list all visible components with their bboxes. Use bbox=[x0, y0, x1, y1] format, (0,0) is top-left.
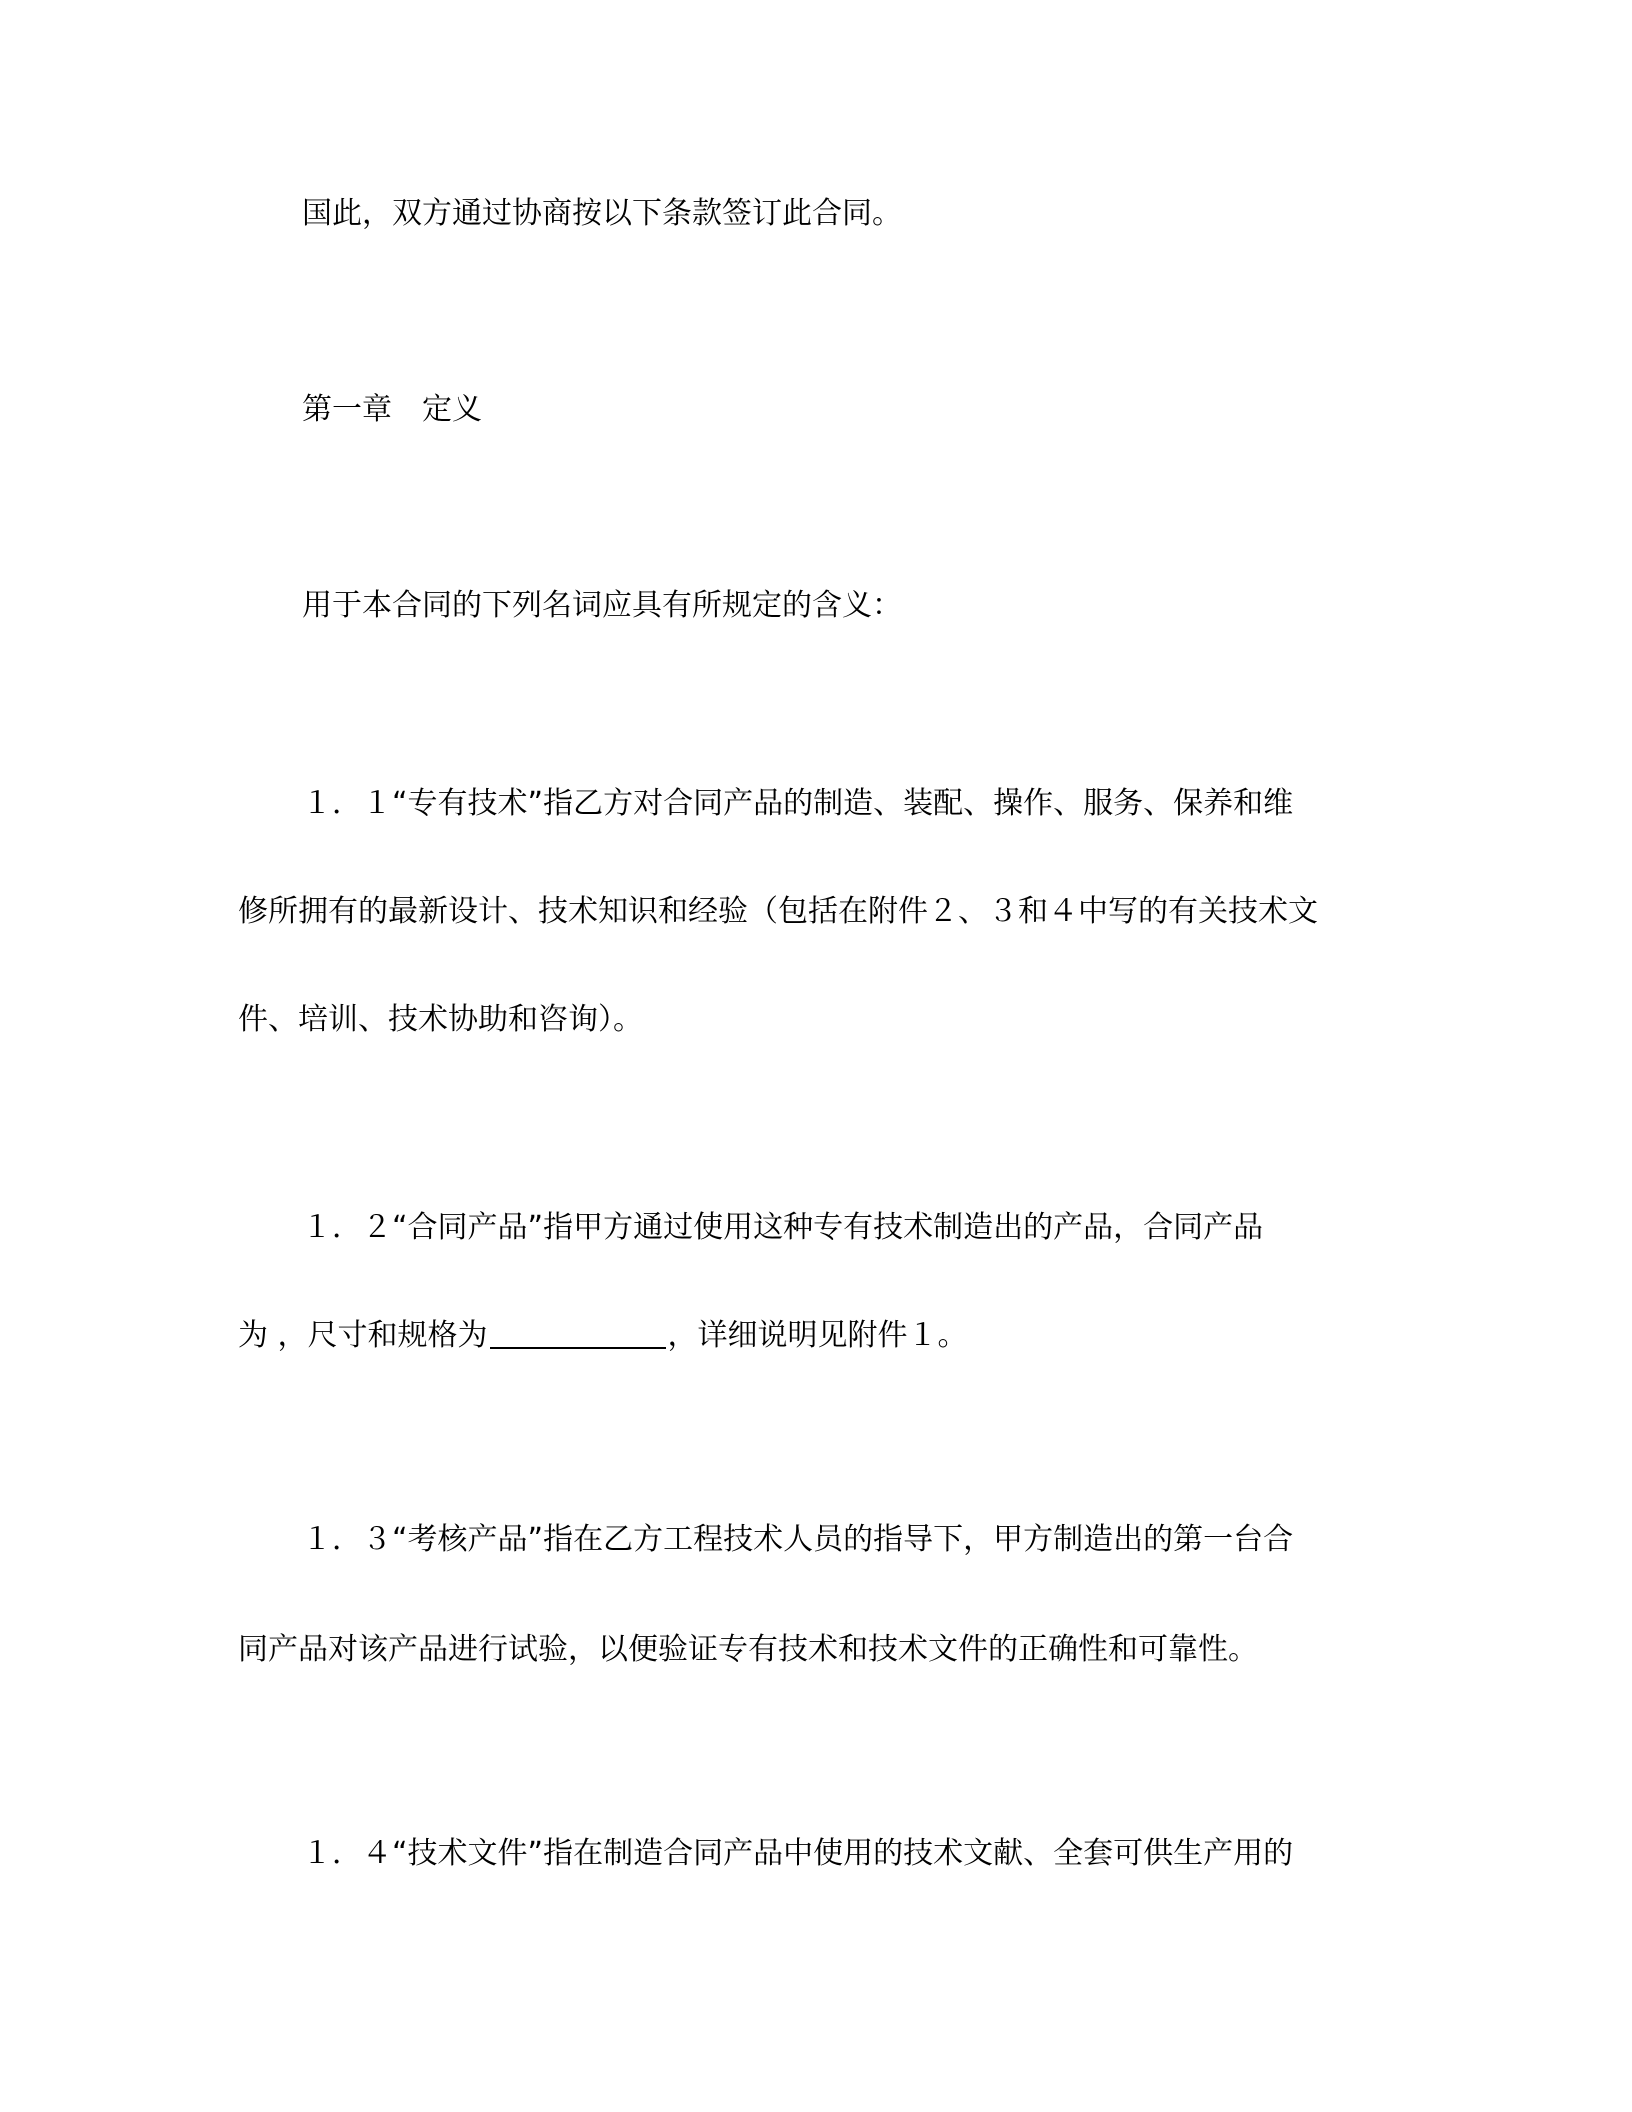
clause-1-3-line-1: １．３“考核产品”指在乙方工程技术人员的指导下，甲方制造出的第一台合 bbox=[302, 1522, 1294, 1557]
paragraph-intro: 国此，双方通过协商按以下条款签订此合同。 bbox=[302, 196, 902, 231]
fill-in-blank-line bbox=[490, 1317, 666, 1349]
chapter-heading: 第一章 定义 bbox=[302, 392, 482, 427]
clause-1-2-line-2-end: ，详细说明见附件１。 bbox=[667, 1318, 968, 1353]
clause-1-1-line-2: 修所拥有的最新设计、技术知识和经验（包括在附件２、３和４中写的有关技术文 bbox=[238, 894, 1318, 929]
clause-1-2-line-2 bbox=[238, 1316, 968, 1356]
clause-1-4-line-1: １．４“技术文件”指在制造合同产品中使用的技术文献、全套可供生产用的 bbox=[302, 1836, 1294, 1871]
paragraph-definitions-intro: 用于本合同的下列名词应具有所规定的含义： bbox=[302, 588, 902, 623]
clause-1-3-line-2: 同产品对该产品进行试验，以便验证专有技术和技术文件的正确性和可靠性。 bbox=[238, 1632, 1258, 1667]
clause-1-2-line-2-start: 为 ，尺寸和规格为 bbox=[238, 1318, 488, 1353]
clause-1-1-line-1: １．１“专有技术”指乙方对合同产品的制造、装配、操作、服务、保养和维 bbox=[302, 786, 1294, 821]
clause-1-1-line-3: 件、培训、技术协助和咨询）。 bbox=[238, 1002, 643, 1037]
clause-1-2-line-1: １．２“合同产品”指甲方通过使用这种专有技术制造出的产品，合同产品 bbox=[302, 1210, 1264, 1245]
